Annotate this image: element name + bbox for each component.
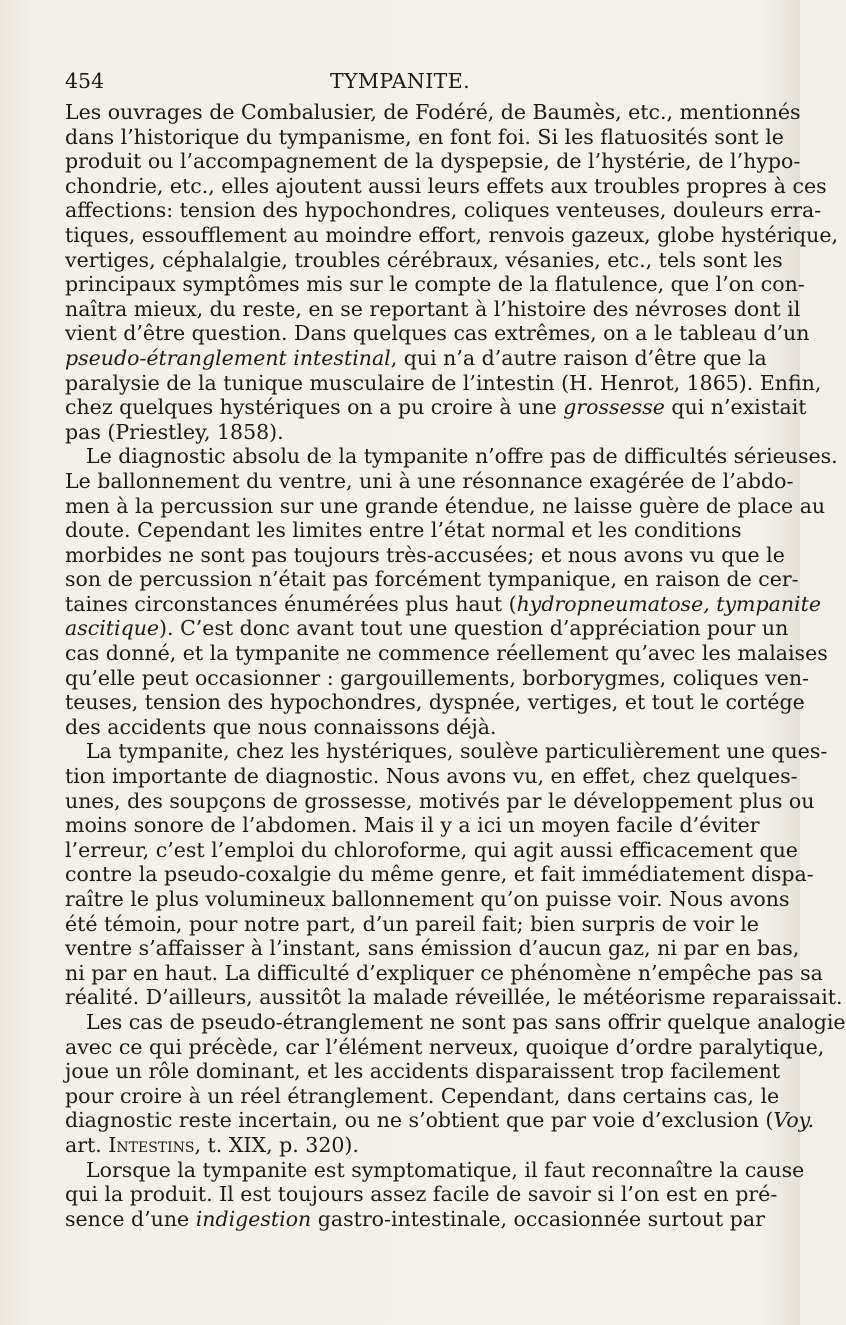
- text-line: teuses, tension des hypochondres, dyspnée, vertiges, et tout le cortége: [65, 690, 805, 715]
- text-line: tiques, essoufflement au moindre effort, renvois gazeux, globe hystérique,: [65, 222, 838, 247]
- text-line: affections: tension des hypochondres, coliques venteuses, douleurs erra-: [65, 198, 822, 223]
- text-line: joue un rôle dominant, et les accidents disparaissent trop facilement: [65, 1059, 781, 1084]
- text-line: unes, des soupçons de grossesse, motivés par le développement plus ou: [65, 788, 815, 813]
- text-line: moins sonore de l’abdomen. Mais il y a ici un moyen facile d’éviter: [65, 813, 760, 838]
- text-line: chez quelques hystériques on a pu croire à une grossesse qui n’existait: [65, 395, 807, 420]
- text-line: son de percussion n’était pas forcément tympanique, en raison de cer-: [65, 567, 799, 592]
- text-line: été témoin, pour notre part, d’un pareil fait; bien surpris de voir le: [65, 911, 759, 936]
- text-line: cas donné, et la tympanite ne commence réellement qu’avec les malaises: [65, 641, 828, 666]
- text-line: diagnostic reste incertain, ou ne s’obtient que par voie d’exclusion (Voy.: [65, 1108, 815, 1133]
- page-header: [65, 64, 735, 98]
- text-line: réalité. D’ailleurs, aussitôt la malade réveillée, le météorisme reparaissait.: [65, 985, 843, 1010]
- text-line: raître le plus volumineux ballonnement qu’on puisse voir. Nous avons: [65, 887, 790, 911]
- text-line: pour croire à un réel étranglement. Cependant, dans certains cas, le: [65, 1083, 780, 1108]
- text-line: pas (Priestley, 1858).: [65, 419, 284, 444]
- text-line: Le diagnostic absolu de la tympanite n’offre pas de difficultés sérieuses.: [86, 444, 838, 469]
- italic-term: grossesse: [563, 395, 665, 420]
- text-line: chondrie, etc., elles ajoutent aussi leurs effets aux troubles propres à ces: [65, 173, 827, 198]
- body-text: [65, 100, 846, 1231]
- text-line: produit ou l’accompagnement de la dyspepsie, de l’hystérie, de l’hypo-: [65, 149, 801, 174]
- text-line: pseudo-étranglement intestinal, qui n’a d’autre raison d’être que la: [65, 345, 767, 370]
- italic-term: ascitique: [65, 616, 160, 641]
- running-title: TYMPANITE.: [329, 69, 471, 93]
- text-line: Lorsque la tympanite est symptomatique, il faut reconnaître la cause: [86, 1157, 805, 1182]
- text-line: ni par en haut. La difficulté d’expliquer ce phénomène n’empêche pas sa: [65, 960, 823, 985]
- text-line: qu’elle peut occasionner : gargouillements, borborygmes, coliques ven-: [65, 665, 809, 690]
- text-line: Le ballonnement du ventre, uni à une résonnance exagérée de l’abdo-: [65, 468, 794, 493]
- text-line: sence d’une indigestion gastro-intestinale, occasionnée surtout par: [65, 1206, 765, 1231]
- small-caps-term: Intestins: [108, 1132, 195, 1157]
- text-line: paralysie de la tunique musculaire de l’intestin (H. Henrot, 1865). Enfin,: [65, 370, 822, 395]
- text-line: ventre s’affaisser à l’instant, sans émission d’aucun gaz, ni par en bas,: [65, 936, 800, 961]
- italic-term: pseudo-étranglement intestinal: [65, 345, 391, 370]
- text-line: l’erreur, c’est l’emploi du chloroforme, qui agit aussi efficacement que: [65, 837, 798, 862]
- text-line: doute. Cependant les limites entre l’état normal et les conditions: [65, 518, 742, 543]
- text-line: ascitique). C’est donc avant tout une question d’appréciation pour un: [65, 616, 789, 641]
- text-line: des accidents que nous connaissons déjà.: [65, 714, 497, 739]
- text-line: qui la produit. Il est toujours assez facile de savoir si l’on est en pré-: [65, 1182, 778, 1207]
- italic-term: indigestion: [195, 1206, 312, 1231]
- text-line: morbides ne sont pas toujours très-accusées; et nous avons vu que le: [65, 542, 785, 567]
- text-line: vient d’être question. Dans quelques cas extrêmes, on a le tableau d’un: [65, 321, 810, 346]
- italic-term: Voy.: [773, 1108, 815, 1133]
- text-line: contre la pseudo-coxalgie du même genre, et fait immédiatement dispa-: [65, 862, 814, 887]
- italic-term: hydropneumatose, tympanite: [516, 591, 821, 616]
- text-line: naîtra mieux, du reste, en se reportant à l’histoire des névroses dont il: [65, 296, 801, 321]
- text-line: tion importante de diagnostic. Nous avons vu, en effet, chez quelques-: [65, 764, 798, 789]
- text-line: La tympanite, chez les hystériques, soulève particulièrement une ques-: [86, 739, 828, 764]
- text-line: men à la percussion sur une grande étendue, ne laisse guère de place au: [65, 493, 826, 518]
- text-line: dans l’historique du tympanisme, en font foi. Si les flatuosités sont le: [65, 124, 784, 149]
- text-line: art. Intestins, t. XIX, p. 320).: [65, 1132, 359, 1157]
- text-line: Les ouvrages de Combalusier, de Fodéré, de Baumès, etc., mentionnés: [65, 100, 801, 124]
- text-line: taines circonstances énumérées plus haut (hydropneumatose, tympanite: [65, 591, 821, 616]
- text-line: Les cas de pseudo-étranglement ne sont pas sans offrir quelque analogie: [86, 1009, 846, 1034]
- page-number: 454: [65, 69, 105, 93]
- text-line: vertiges, céphalalgie, troubles cérébraux, vésanies, etc., tels sont les: [65, 247, 783, 272]
- text-line: avec ce qui précède, car l’élément nerveux, quoique d’ordre paralytique,: [65, 1034, 825, 1059]
- text-line: principaux symptômes mis sur le compte de la flatulence, que l’on con-: [65, 272, 805, 297]
